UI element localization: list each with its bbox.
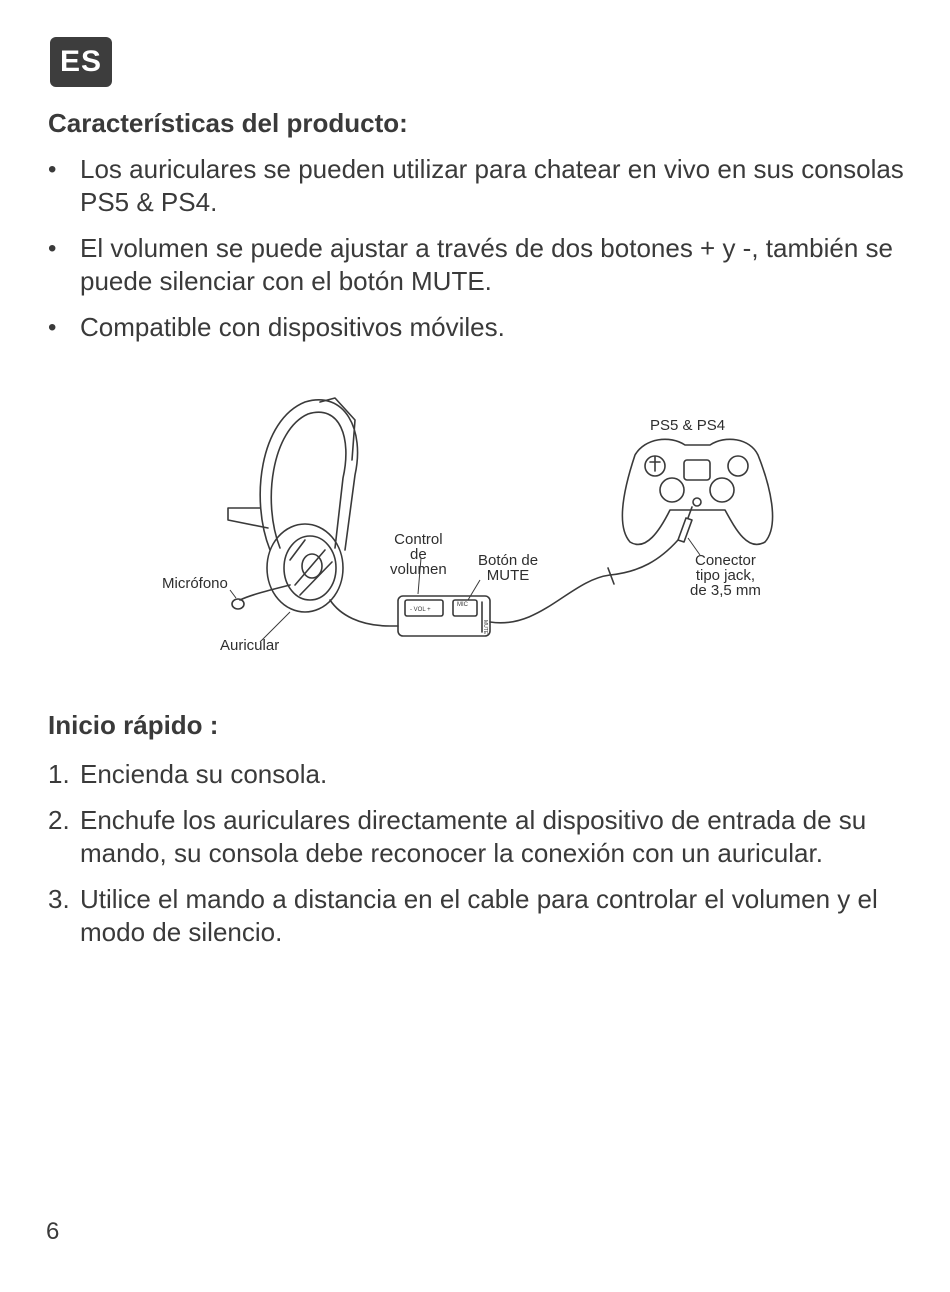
inline-mic-text: MIC: [457, 602, 468, 608]
step-text: Utilice el mando a distancia en el cable para controlar el volumen y el modo de silencio.: [80, 884, 878, 947]
microphone-tip: [232, 599, 244, 609]
step-text: Encienda su consola.: [80, 759, 328, 789]
step-text: Enchufe los auriculares directamente al dispositivo de entrada de su mando, su consola debe reconocer la conexión con un auricular.: [80, 805, 867, 868]
feature-item-text: Compatible con dispositivos móviles.: [80, 312, 505, 342]
label-jack-connector: Conector tipo jack, de 3,5 mm: [690, 552, 761, 599]
feature-item: [48, 153, 908, 219]
leader-microphone: [230, 590, 236, 598]
quick-start-steps: [48, 758, 908, 962]
cable-left: [330, 600, 398, 626]
label-console: PS5 & PS4: [650, 417, 726, 434]
jack-plug: [678, 518, 692, 542]
label-volume-control: Control de volumen: [390, 531, 447, 578]
inline-vol-text: - VOL +: [410, 607, 431, 613]
controller-outline: [622, 439, 772, 544]
headset-diagram: [140, 390, 820, 670]
step-number: 2.: [48, 805, 70, 835]
step-item: [48, 758, 908, 791]
label-mute-button: Botón de MUTE: [478, 552, 539, 584]
step-number: 1.: [48, 759, 70, 789]
feature-item-text: El volumen se puede ajustar a través de dos botones + y -, también se puede silenciar con el botón MUTE.: [80, 233, 893, 296]
leader-mute: [468, 580, 480, 600]
label-earpiece: Auricular: [220, 637, 280, 654]
inline-mute-text: MUTE: [482, 620, 488, 635]
page-number: 6: [46, 1218, 60, 1245]
feature-item: [48, 311, 908, 344]
feature-item-text: Los auriculares se pueden utilizar para chatear en vivo en sus consolas PS5 & PS4.: [80, 154, 904, 217]
language-badge: ES: [50, 37, 112, 87]
quick-start-heading: Inicio rápido :: [48, 710, 219, 740]
headband-inner: [271, 412, 346, 548]
features-list: [48, 153, 908, 357]
feature-item: [48, 232, 908, 298]
microphone-boom: [240, 585, 290, 600]
step-item: [48, 804, 908, 870]
label-microphone: Micrófono: [162, 575, 228, 592]
step-item: [48, 883, 908, 949]
features-heading: Características del producto:: [48, 108, 408, 138]
step-number: 3.: [48, 884, 70, 914]
